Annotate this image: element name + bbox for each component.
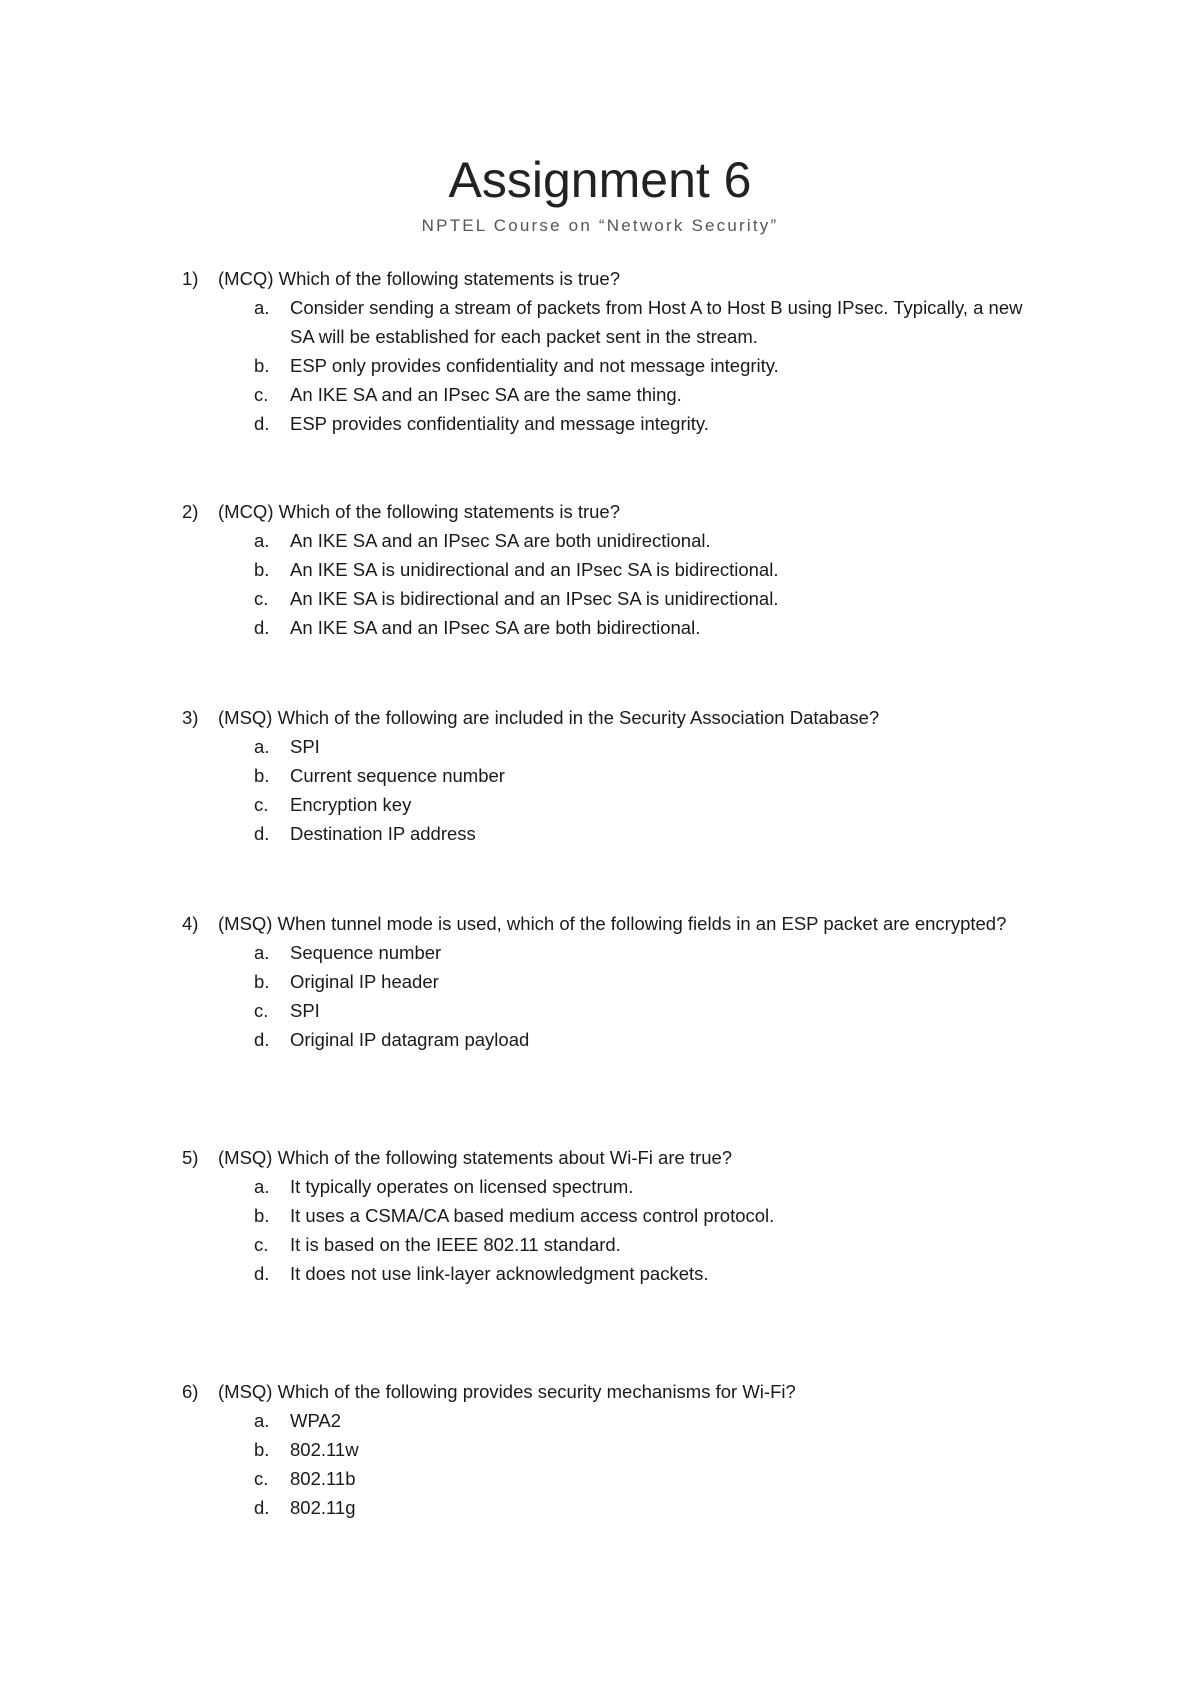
page-title: Assignment 6 xyxy=(448,152,752,208)
option-b xyxy=(182,555,1082,584)
question-text: (MCQ) Which of the following statements is true? xyxy=(218,268,621,289)
option-letter: d. xyxy=(254,617,270,638)
option-c xyxy=(182,1464,1082,1493)
option-a xyxy=(182,938,1082,967)
option-letter: a. xyxy=(254,297,270,318)
option-c xyxy=(182,996,1082,1025)
question-number: 5) xyxy=(182,1147,199,1168)
option-text: It does not use link-layer acknowledgment packets. xyxy=(290,1263,709,1284)
option-letter: b. xyxy=(254,355,270,376)
option-text: Current sequence number xyxy=(290,765,505,786)
option-letter: c. xyxy=(254,1000,269,1021)
option-text: ESP provides confidentiality and message integrity. xyxy=(290,413,709,434)
question-text: (MCQ) Which of the following statements is true? xyxy=(218,501,621,522)
option-letter: b. xyxy=(254,765,270,786)
option-b xyxy=(182,967,1082,996)
option-d xyxy=(182,1493,1082,1522)
option-letter: b. xyxy=(254,1439,270,1460)
question-number: 6) xyxy=(182,1381,199,1402)
option-text: An IKE SA and an IPsec SA are both bidirectional. xyxy=(290,617,701,638)
option-text: Encryption key xyxy=(290,794,412,815)
option-list xyxy=(182,938,1082,1054)
option-a xyxy=(182,293,1082,351)
option-text: 802.11b xyxy=(290,1468,356,1489)
option-text: Original IP header xyxy=(290,971,439,992)
option-letter: d. xyxy=(254,413,270,434)
option-text: An IKE SA and an IPsec SA are the same thing. xyxy=(290,384,682,405)
option-text: It is based on the IEEE 802.11 standard. xyxy=(290,1234,621,1255)
question-text: (MSQ) Which of the following are included in the Security Association Database? xyxy=(218,707,880,728)
question-text: (MSQ) Which of the following provides security mechanisms for Wi-Fi? xyxy=(218,1381,796,1402)
question-3 xyxy=(182,703,1082,848)
option-list xyxy=(182,293,1082,438)
question-1 xyxy=(182,264,1082,438)
question-number: 4) xyxy=(182,913,199,934)
question-text: (MSQ) Which of the following statements about Wi-Fi are true? xyxy=(218,1147,733,1168)
option-a xyxy=(182,1406,1082,1435)
question-number: 2) xyxy=(182,501,199,522)
option-letter: b. xyxy=(254,1205,270,1226)
option-c xyxy=(182,790,1082,819)
option-letter: d. xyxy=(254,1497,270,1518)
option-b xyxy=(182,1201,1082,1230)
option-letter: b. xyxy=(254,971,270,992)
option-letter: a. xyxy=(254,942,270,963)
option-list xyxy=(182,732,1082,848)
option-letter: d. xyxy=(254,1263,270,1284)
option-letter: a. xyxy=(254,736,270,757)
question-2 xyxy=(182,497,1082,642)
option-letter: a. xyxy=(254,1176,270,1197)
option-text: 802.11g xyxy=(290,1497,356,1518)
option-text: Destination IP address xyxy=(290,823,476,844)
option-list xyxy=(182,1172,1082,1288)
option-letter: a. xyxy=(254,530,270,551)
option-letter: c. xyxy=(254,794,269,815)
page-subtitle: NPTEL Course on “Network Security” xyxy=(421,216,779,235)
option-c xyxy=(182,380,1082,409)
option-letter: a. xyxy=(254,1410,270,1431)
option-d xyxy=(182,613,1082,642)
option-letter: c. xyxy=(254,384,269,405)
option-letter: b. xyxy=(254,559,270,580)
option-c xyxy=(182,1230,1082,1259)
option-a xyxy=(182,732,1082,761)
option-a xyxy=(182,1172,1082,1201)
option-text: Original IP datagram payload xyxy=(290,1029,530,1050)
option-letter: c. xyxy=(254,1234,269,1255)
question-text: (MSQ) When tunnel mode is used, which of the following fields in an ESP packet are encrypted? xyxy=(218,913,1007,934)
option-text: ESP only provides confidentiality and not message integrity. xyxy=(290,355,779,376)
question-number: 3) xyxy=(182,707,199,728)
question-6 xyxy=(182,1377,1082,1522)
option-d xyxy=(182,1259,1082,1288)
option-text: An IKE SA and an IPsec SA are both unidirectional. xyxy=(290,530,711,551)
option-d xyxy=(182,409,1082,438)
option-text: An IKE SA is bidirectional and an IPsec SA is unidirectional. xyxy=(290,588,779,609)
option-text: 802.11w xyxy=(290,1439,359,1460)
question-4 xyxy=(182,909,1082,1054)
option-text: SPI xyxy=(290,1000,320,1021)
option-letter: d. xyxy=(254,823,270,844)
question-number: 1) xyxy=(182,268,199,289)
question-5 xyxy=(182,1143,1082,1288)
option-c xyxy=(182,584,1082,613)
option-b xyxy=(182,351,1082,380)
option-b xyxy=(182,1435,1082,1464)
option-letter: d. xyxy=(254,1029,270,1050)
option-d xyxy=(182,819,1082,848)
option-text: It uses a CSMA/CA based medium access control protocol. xyxy=(290,1205,775,1226)
option-text: SPI xyxy=(290,736,320,757)
option-text: WPA2 xyxy=(290,1410,342,1431)
option-d xyxy=(182,1025,1082,1054)
option-text: It typically operates on licensed spectrum. xyxy=(290,1176,634,1197)
option-letter: c. xyxy=(254,588,269,609)
option-list xyxy=(182,1406,1082,1522)
option-text: An IKE SA is unidirectional and an IPsec SA is bidirectional. xyxy=(290,559,779,580)
option-text: Sequence number xyxy=(290,942,442,963)
option-letter: c. xyxy=(254,1468,269,1489)
option-a xyxy=(182,526,1082,555)
option-text: Consider sending a stream of packets from Host A to Host B using IPsec. Typically, a new SA will be established for each packet sent in the stream. xyxy=(290,297,1023,347)
option-b xyxy=(182,761,1082,790)
option-list xyxy=(182,526,1082,642)
